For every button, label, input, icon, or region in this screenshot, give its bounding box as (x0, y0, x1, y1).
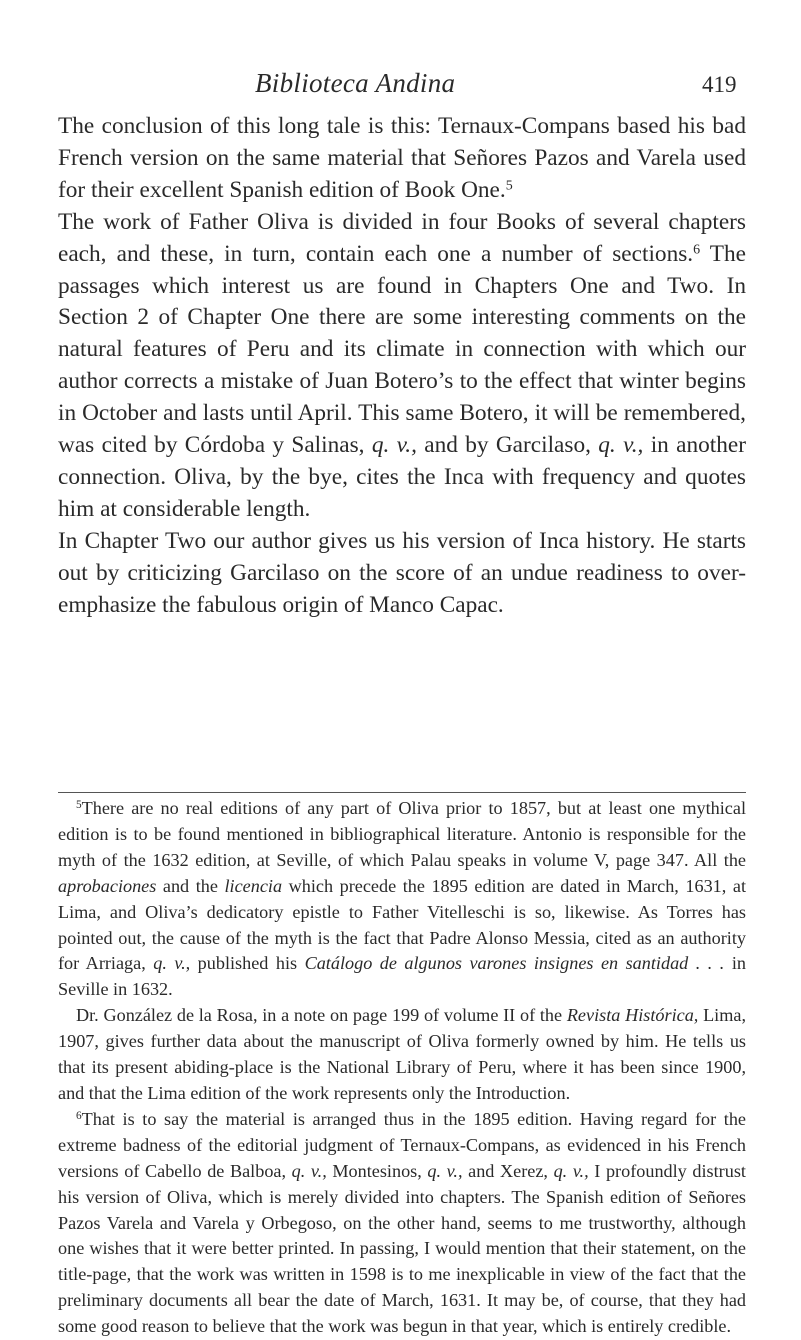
quod-vide: q. v., (598, 432, 644, 459)
paragraph-2-text-c: and by Garcilaso, (416, 432, 599, 459)
footnote-5-text-d: published his (190, 953, 305, 974)
footnote-5-text-a: There are no real editions of any part of Oliva prior to 1857, but at least one mythical edition is to be found mentioned in bibliographical literature. Antonio is responsible for the myth of the 1632 edition, at Seville, of which Palau speaks in volume V, page 347. All the (58, 798, 746, 870)
aprobaciones-term: aprobaciones (58, 875, 157, 896)
footnote-6-text-a: That is to say the material is arranged thus in the 1895 edition. Having regard for the extreme badness of the editorial judgment of Ternaux-Compans, as evidenced in his French versions of Cabello de Balboa, (58, 1108, 746, 1181)
footnote-6-text-d: I profoundly distrust his version of Oliva, which is merely divided into chapters. The Spanish edition of Señores Pazos Varela and Varela y Orbegoso, on the other hand, seems to me trustworthy, although one wishes that it were better printed. In passing, I would mention that their statement, on the title-page, that the work was written in 1598 is to me inexplicable in view of the fact that the preliminary documents all bear the date of March, 1631. It may be, of course, that they had some good reason to believe that the work was begun in that year, which is entirely credible. (58, 1160, 746, 1337)
footnotes (58, 796, 746, 1340)
quod-vide: q. v., (427, 1160, 463, 1181)
page-number: 419 (702, 72, 737, 97)
page-header (0, 68, 801, 104)
paragraph-1 (58, 111, 746, 207)
running-title: Biblioteca Andina (255, 68, 456, 98)
footnote-5b-text-b: Lima, 1907, gives further data about the manuscript of Oliva formerly owned by him. He tells us that its present abiding-place is the National Library of Peru, where it has been since 1900, and that the Lima edition of the work represents only the Introduction. (58, 1005, 747, 1103)
footnote-divider (58, 792, 746, 793)
footnote-5-text-b: and the (156, 875, 225, 896)
paragraph-2-text-b: The passages which interest us are found in Chapters One and Two. In Section 2 of Chapter One there are some interesting comments on the natural features of Peru and its climate in connection with which our author corrects a mistake of Juan Botero’s to the effect that winter begins in October and lasts until April. This same Botero, it will be remembered, was cited by Córdoba y Salinas, (58, 240, 747, 459)
footnote-5-mark: 5 (76, 798, 82, 811)
paragraph-1-text: The conclusion of this long tale is this: Ternaux-Compans based his bad French version on the same material that Señores Pazos and Varela used for their excellent Spanish edition of Book One. (58, 113, 746, 203)
quod-vide: q. v., (553, 1160, 589, 1181)
footnote-5-continued (58, 1003, 746, 1107)
paragraph-2-text-d: in another connection. Oliva, by the bye, cites the Inca with frequency and quotes him at considerable length. (58, 432, 747, 522)
catalogo-title: Catálogo de algunos varones insignes en santidad . . . (304, 953, 725, 974)
quod-vide: q. v., (291, 1160, 327, 1181)
paragraph-2-text-a: The work of Father Oliva is divided in four Books of several chapters each, and these, in turn, contain each one a number of sections. (58, 208, 746, 267)
footnote-ref-5: 5 (505, 178, 513, 194)
footnote-6 (58, 1107, 746, 1340)
quod-vide: q. v., (153, 953, 191, 974)
revista-title: Revista Histórica, (566, 1005, 699, 1026)
licencia-term: licencia (224, 875, 283, 896)
footnote-5-text-c: which precede the 1895 edition are dated in March, 1631, at Lima, and Oliva’s dedicatory epistle to Father Vitelleschi is so, likewise. As Torres has pointed out, the cause of the myth is the fact that Padre Alonso Messia, cited as an authority for Arriaga, (58, 875, 746, 974)
quod-vide: q. v., (371, 432, 417, 459)
paragraph-3: In Chapter Two our author gives us his version of Inca history. He starts out by criticizing Garcilaso on the score of an undue readiness to over-emphasize the fabulous origin of Manco Capac. (58, 527, 746, 618)
footnote-5b-text-a: Dr. González de la Rosa, in a note on page 199 of volume II of the (76, 1005, 567, 1026)
footnote-6-text-b: Montesinos, (326, 1160, 428, 1181)
footnote-ref-6: 6 (693, 241, 701, 257)
footnote-6-text-c: and Xerez, (462, 1160, 554, 1181)
footnote-5 (58, 796, 746, 1003)
main-text (58, 111, 746, 622)
footnote-6-mark: 6 (76, 1109, 82, 1122)
paragraph-2 (58, 207, 746, 526)
footnote-5-text-e: in Seville in 1632. (58, 953, 746, 1000)
